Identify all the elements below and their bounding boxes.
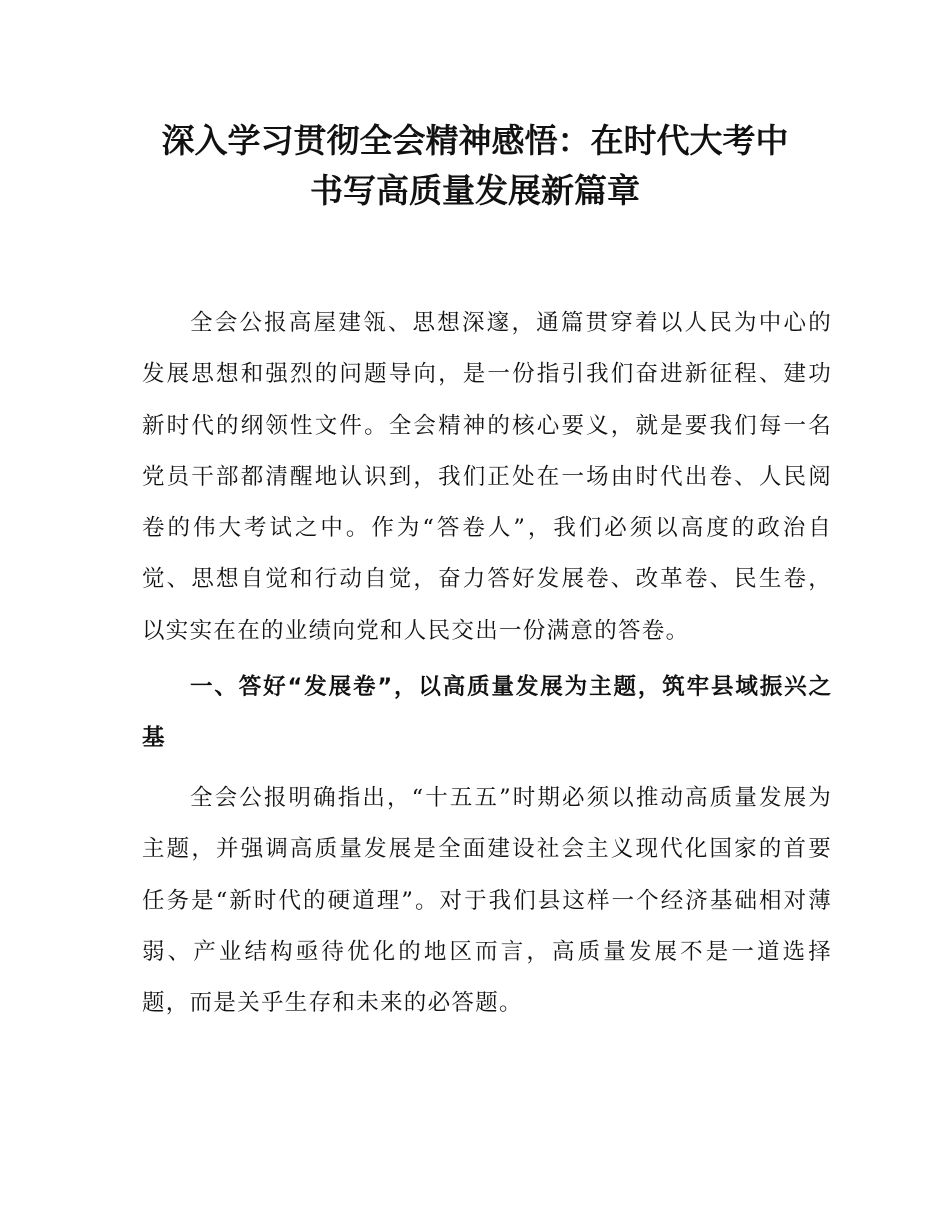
section-heading-1: 一、答好“发展卷”，以高质量发展为主题，筑牢县域振兴之基 bbox=[142, 674, 832, 751]
document-title-line-1: 深入学习贯彻全会精神感悟：在时代大考中 bbox=[161, 121, 789, 160]
body-paragraph-2: 全会公报明确指出，“十五五”时期必须以推动高质量发展为主题，并强调高质量发展是全面建设社会主义现代化国家的首要任务是“新时代的硬道理”。对于我们县这样一个经济基础相对薄弱、产业结构亟待优化的地区而言，高质量发展不是一道选择题，而是关乎生存和未来的必答题。 bbox=[142, 785, 832, 1017]
body-paragraph-1: 全会公报高屋建瓴、思想深邃，通篇贯穿着以人民为中心的发展思想和强烈的问题导向，是一份指引我们奋进新征程、建功新时代的纲领性文件。全会精神的核心要义，就是要我们每一名党员干部都清醒地认识到，我们正处在一场由时代出卷、人民阅卷的伟大考试之中。作为“答卷人”，我们必须以高度的政治自觉、思想自觉和行动自觉，奋力答好发展卷、改革卷、民生卷，以实实在在的业绩向党和人民交出一份满意的答卷。 bbox=[142, 310, 832, 644]
document-title-line-2: 书写高质量发展新篇章 bbox=[310, 171, 640, 210]
